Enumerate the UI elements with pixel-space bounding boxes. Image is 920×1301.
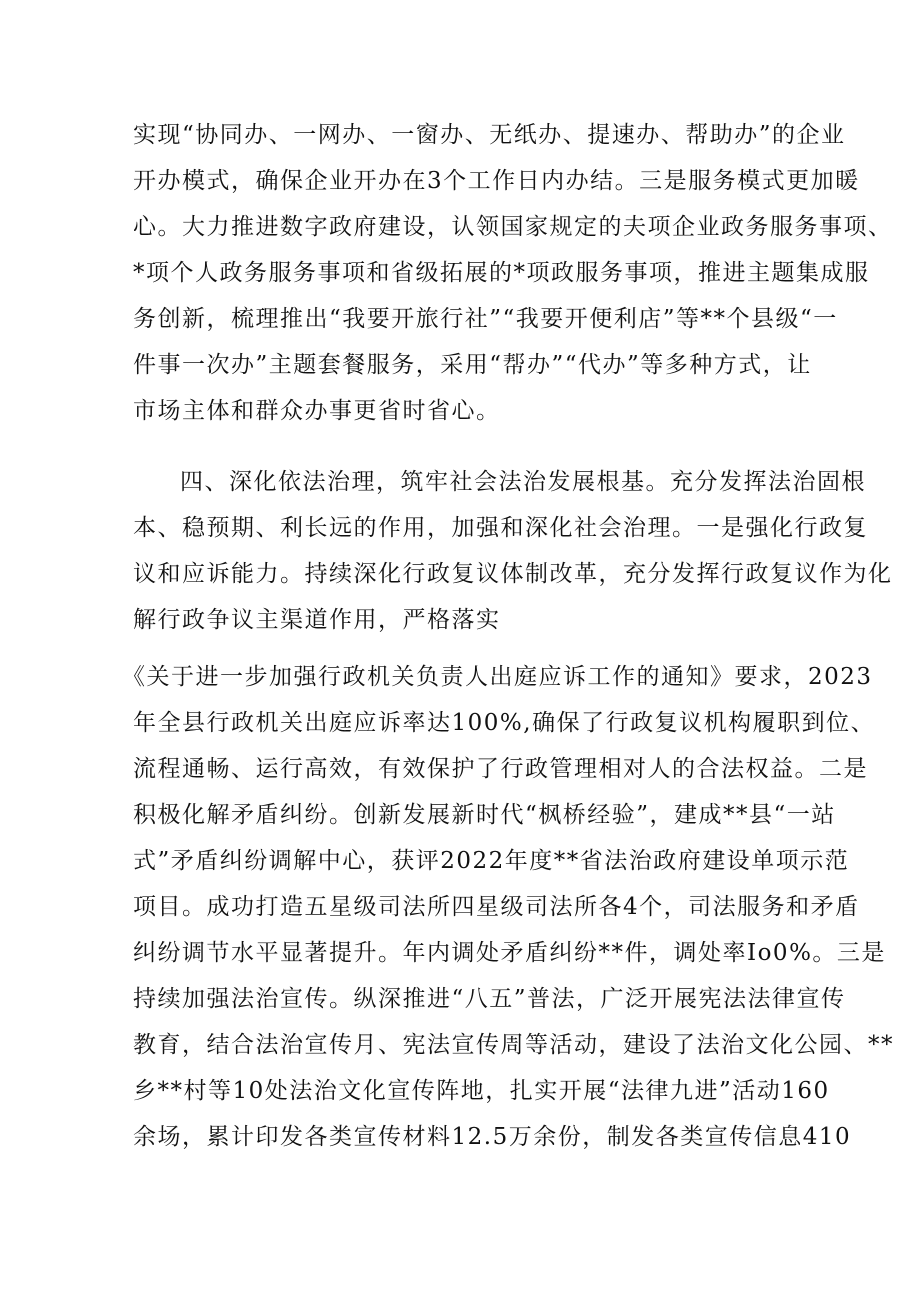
text-line: *项个人政务服务事项和省级拓展的*项政服务事项，推进主题集成服 bbox=[133, 260, 870, 286]
text-line: 议和应诉能力。持续深化行政复议体制改革，充分发挥行政复议作为化 bbox=[133, 561, 893, 587]
text-line: 务创新，梳理推出“我要开旅行社”“我要开便利店”等**个县级“一 bbox=[133, 306, 838, 332]
text-line: 心。大力推进数字政府建设，认领国家规定的夫项企业政务服务事项、 bbox=[133, 214, 893, 240]
text-line: 纠纷调节水平显著提升。年内调处矛盾纠纷**件，调处率Io0%。三是 bbox=[133, 940, 886, 966]
text-line: 开办模式，确保企业开办在3个工作日内办结。三是服务模式更加暖 bbox=[133, 168, 860, 194]
text-line: 《关于进一步加强行政机关负责人出庭应诉工作的通知》要求，2023 bbox=[122, 664, 873, 690]
text-line: 余场，累计印发各类宣传材料12.5万余份，制发各类宣传信息410 bbox=[133, 1124, 852, 1150]
text-line: 解行政争议主渠道作用，严格落实 bbox=[133, 607, 501, 633]
text-line: 件事一次办”主题套餐服务，采用“帮办”“代办”等多种方式，让 bbox=[133, 352, 812, 378]
text-line: 市场主体和群众办事更省时省心。 bbox=[133, 398, 501, 424]
text-line: 教育，结合法治宣传月、宪法宣传周等活动，建设了法治文化公园、** bbox=[133, 1032, 894, 1058]
paragraph-heading: 四、深化依法治理，筑牢社会法治发展根基。充分发挥法治固根 bbox=[180, 469, 866, 495]
text-line: 积极化解矛盾纠纷。创新发展新时代“枫桥经验”，建成**县“一站 bbox=[133, 802, 836, 828]
text-line: 持续加强法治宣传。纵深推进“八五”普法，广泛开展宪法法律宣传 bbox=[133, 986, 846, 1012]
text-line: 流程通畅、运行高效，有效保护了行政管理相对人的合法权益。二是 bbox=[133, 756, 868, 782]
text-line: 乡**村等10处法治文化宣传阵地，扎实开展“法律九进”活动160 bbox=[133, 1078, 830, 1104]
text-line: 项目。成功打造五星级司法所四星级司法所各4个，司法服务和矛盾 bbox=[133, 894, 860, 920]
text-line: 年全县行政机关出庭应诉率达100%,确保了行政复议机构履职到位、 bbox=[133, 710, 876, 736]
text-line: 式”矛盾纠纷调解中心，获评2022年度**省法治政府建设单项示范 bbox=[133, 848, 850, 874]
text-line: 本、稳预期、利长远的作用，加强和深化社会治理。一是强化行政复 bbox=[133, 515, 868, 541]
text-line: 实现“协同办、一网办、一窗办、无纸办、提速办、帮助办”的企业 bbox=[133, 122, 846, 148]
